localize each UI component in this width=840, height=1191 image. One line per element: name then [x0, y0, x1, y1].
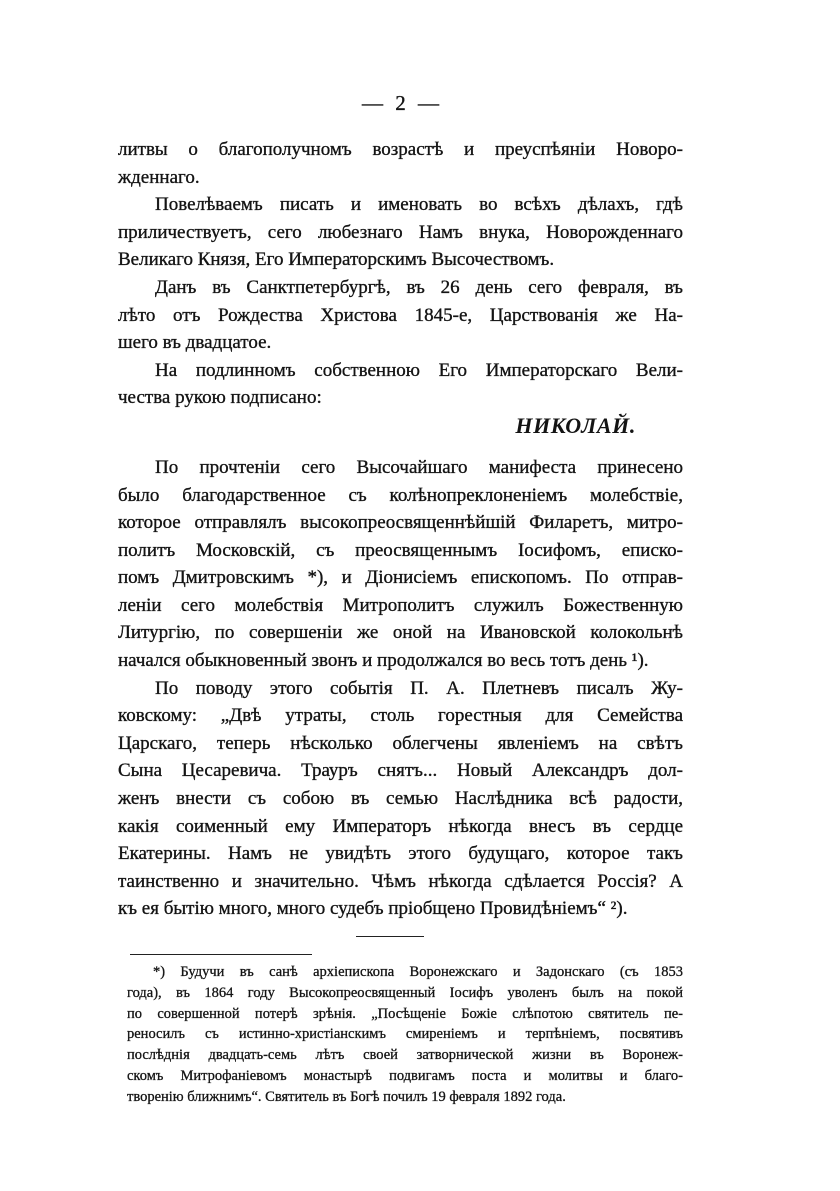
text-line: шего въ двадцатое. — [118, 332, 272, 354]
text-line: жденнаго. — [118, 166, 200, 188]
text-line: Великаго Князя, Его Императорскимъ Высочествомъ. — [118, 249, 555, 271]
footnote-line: *) Будучи въ санѣ архіепископа Воронежскаго и Задонскаго (съ 1853 — [153, 964, 683, 980]
footnote-line: по совершенной потерѣ зрѣнія. „Посѣщеніе Божіе слѣпотою святитель пе- — [127, 1005, 683, 1022]
footnote-line: творенію ближнимъ“. Святитель въ Богѣ почилъ 19 февраля 1892 года. — [127, 1088, 566, 1105]
text-line: политъ Московскій, съ преосвященнымъ Іосифомъ, еписко- — [118, 539, 683, 561]
footnote-line: послѣднія двадцать-семь лѣтъ своей затворнической жизни въ Воронеж- — [127, 1047, 683, 1064]
text-line: литвы о благополучномъ возрастѣ и преуспѣяніи Новоро- — [118, 139, 683, 160]
page-number: — 2 — — [362, 91, 439, 115]
text-line: По поводу этого событія П. А. Плетневъ писалъ Жу- — [155, 677, 683, 699]
footnote-rule — [130, 954, 312, 955]
footnote-line: скомъ Митрофаніевомъ монастырѣ подвигамъ поста и молитвы и благо- — [127, 1067, 683, 1084]
signature: НИКОЛАЙ. — [515, 412, 636, 438]
text-line: которое отправлялъ высокопреосвященнѣйшій Филаретъ, митро- — [118, 512, 683, 534]
text-line: лѣто отъ Рождества Христова 1845-е, Царствованія же На- — [118, 304, 683, 326]
text-line: Данъ въ Санктпетербургѣ, въ 26 день сего февраля, въ — [155, 276, 683, 298]
paragraph — [118, 454, 683, 675]
text-line: къ ея бытію много, много судебъ пріобщено Провидѣніемъ“ ²). — [118, 898, 628, 920]
text-line: леніи сего молебствія Митрополитъ служилъ Божественную — [118, 594, 683, 616]
section-divider — [356, 936, 424, 937]
text-line: начался обыкновенный звонъ и продолжался во весь тотъ день ¹). — [118, 650, 649, 672]
footnote-line: года), въ 1864 году Высокопреосвященный Іосифъ уволенъ былъ на покой — [127, 984, 683, 1001]
text-line: Сына Цесаревича. Трауръ снятъ... Новый Александръ дол- — [118, 760, 683, 782]
text-line: По прочтеніи сего Высочайшаго манифеста принесено — [155, 456, 683, 478]
text-line: Литургію, по совершеніи же оной на Ивановской колокольнѣ — [118, 622, 683, 644]
text-line: Повелѣваемъ писать и именовать во всѣхъ дѣлахъ, гдѣ — [155, 194, 683, 216]
text-line: чества рукою подписано: — [118, 387, 322, 409]
text-line: какія соименный ему Императоръ нѣкогда внесъ въ сердце — [118, 815, 683, 837]
text-line: помъ Дмитровскимъ *), и Діонисіемъ епископомъ. По отправ- — [118, 567, 683, 589]
text-line: Екатерины. Намъ не увидѣть этого будущаго, которое такъ — [118, 843, 683, 865]
main-text — [118, 136, 683, 923]
paragraph — [118, 357, 683, 412]
paragraph — [118, 274, 683, 357]
text-line: было благодарственное съ колѣнопреклоненіемъ молебствіе, — [118, 484, 683, 506]
paragraph — [118, 136, 683, 191]
footnote — [127, 962, 683, 1108]
text-line: приличествуетъ, сего любезнаго Намъ внука, Новорожденнаго — [118, 221, 683, 243]
text-line: Царскаго, теперь нѣсколько облегчены явленіемъ на свѣтъ — [118, 732, 683, 754]
footnote-line: реносилъ съ истинно-христіанскимъ смиреніемъ и терпѣніемъ, посвятивъ — [127, 1026, 683, 1043]
paragraph — [118, 191, 683, 274]
text-line: женъ внести съ собою въ семью Наслѣдника всѣ радости, — [118, 788, 683, 810]
text-line: ковскому: „Двѣ утраты, столь горестныя для Семейства — [118, 705, 683, 727]
text-line: На подлинномъ собственною Его Императорскаго Вели- — [155, 359, 683, 381]
paragraph — [118, 675, 683, 923]
text-line: таинственно и значительно. Чѣмъ нѣкогда сдѣлается Россія? А — [118, 870, 683, 892]
